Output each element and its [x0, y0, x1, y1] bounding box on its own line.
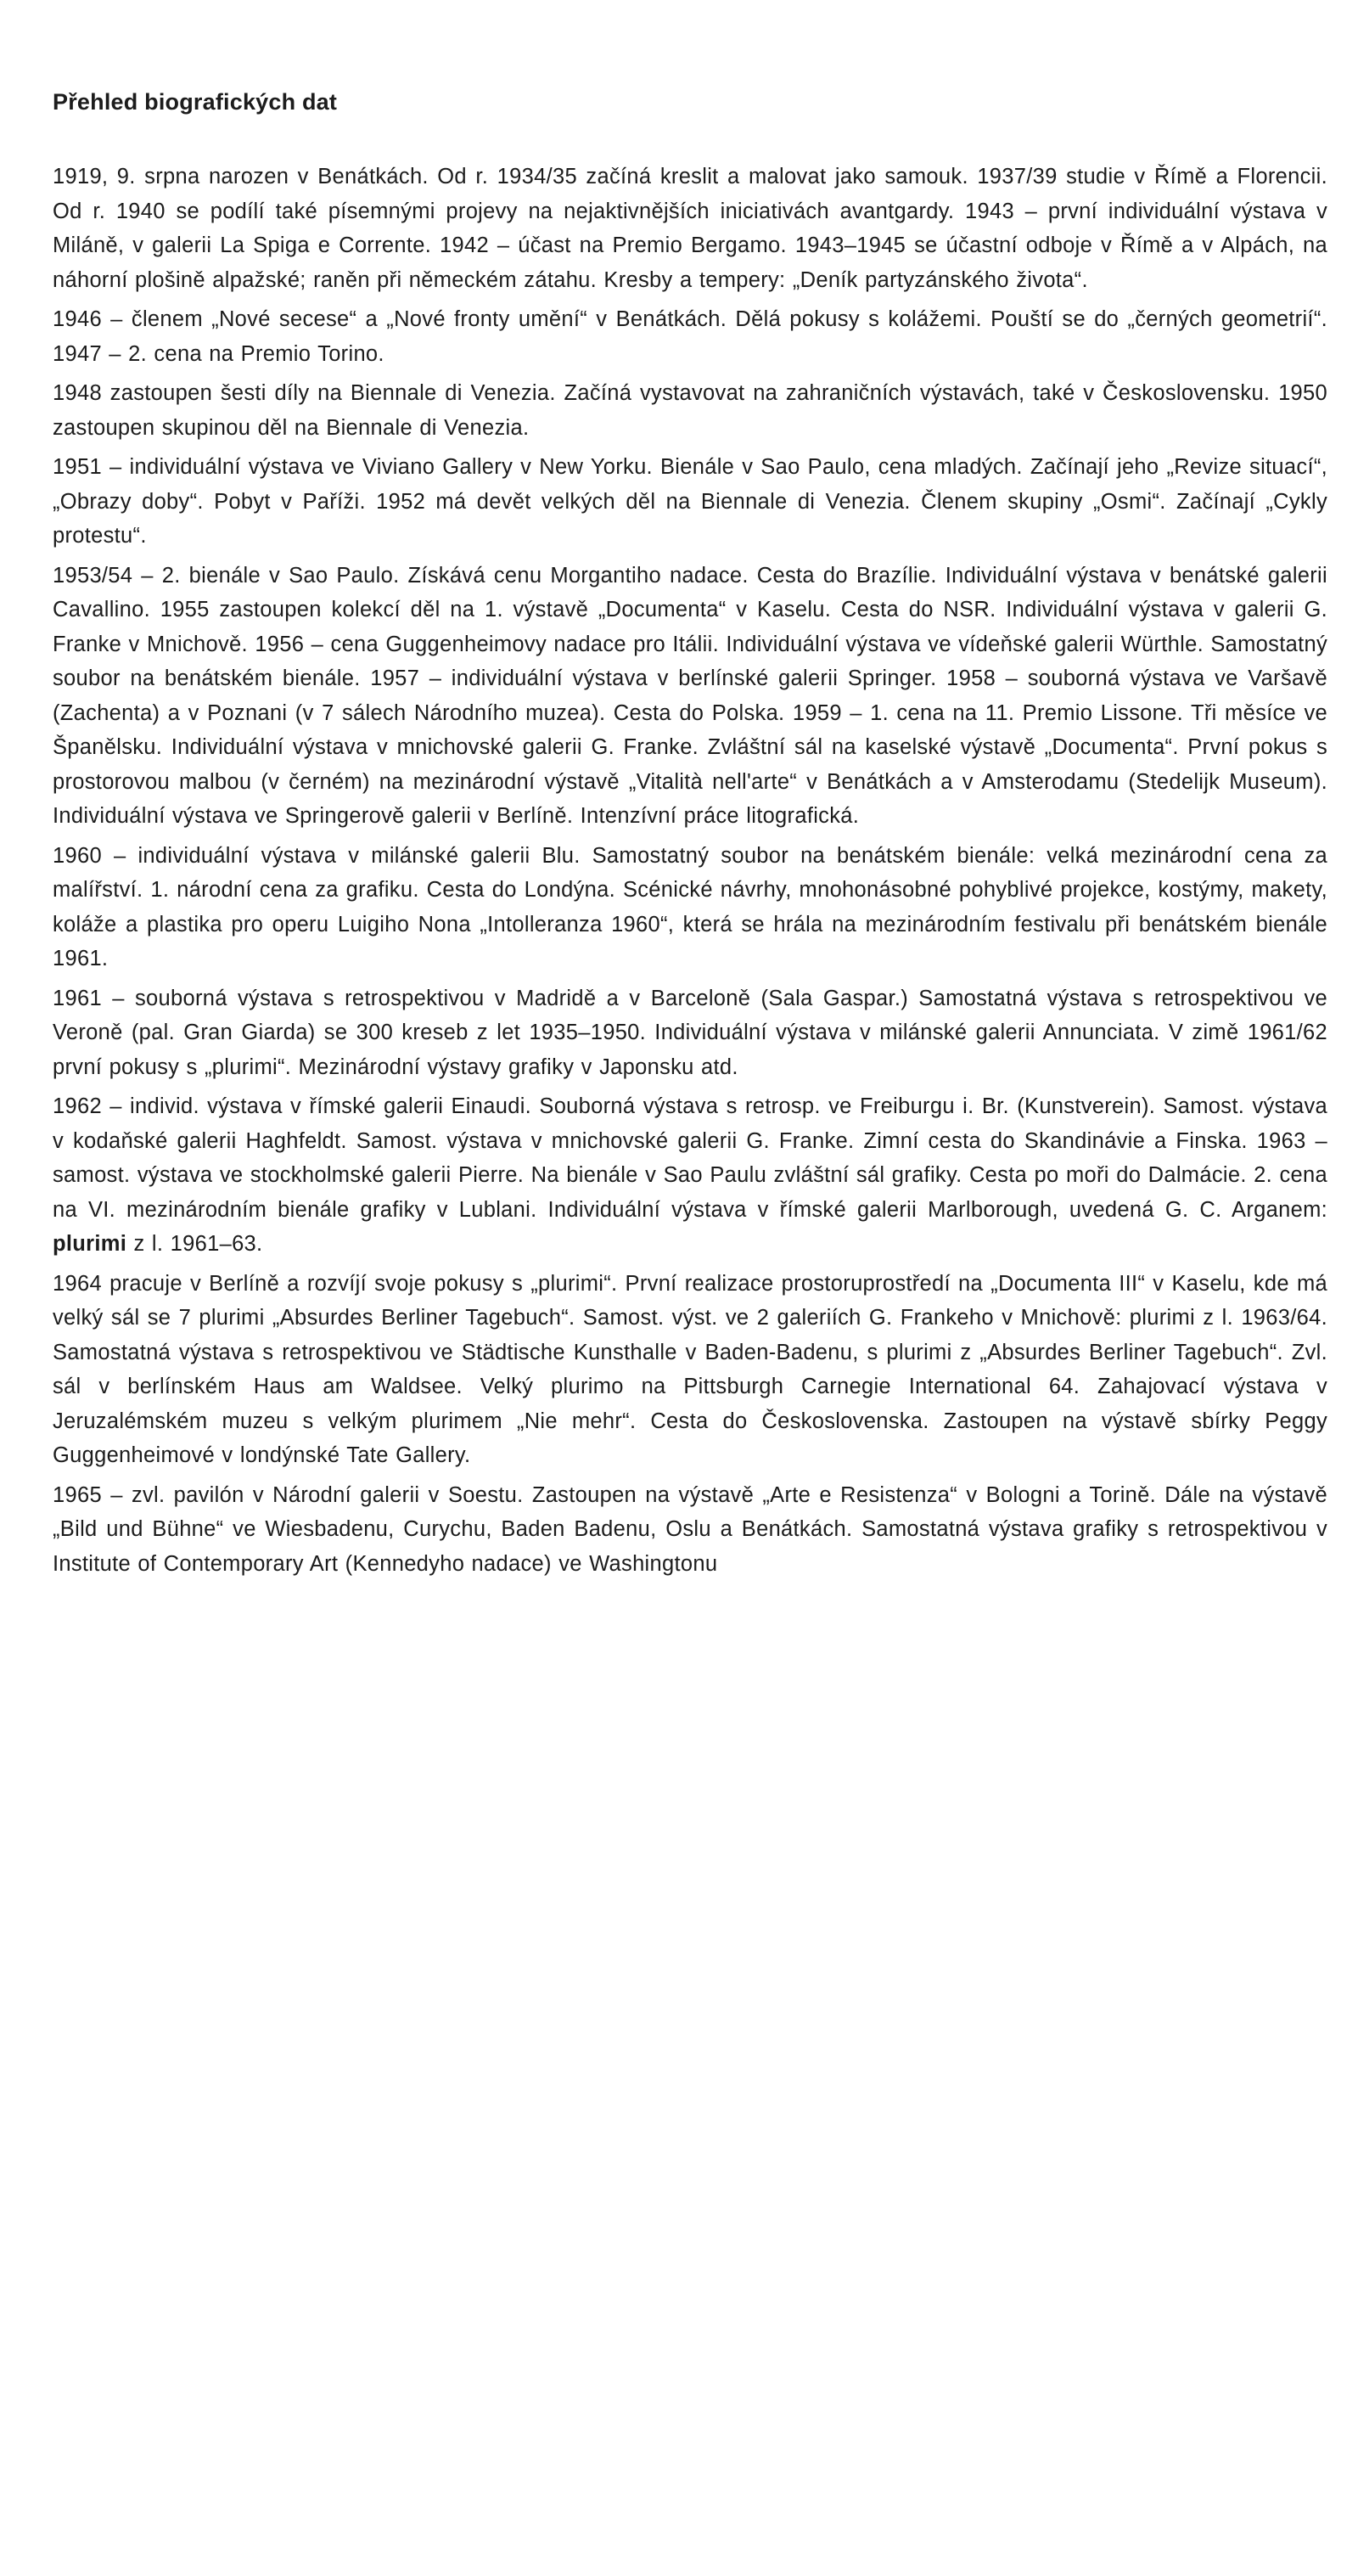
entry-1962 — [53, 1089, 1327, 1262]
entry-1948: 1948 zastoupen šesti díly na Biennale di Venezia. Začíná vystavovat na zahraničních výstavách, také v Československu. 1950 zastoupen skupinou děl na Biennale di Venezia. — [53, 381, 1327, 440]
entry-1953: 1953/54 – 2. bienále v Sao Paulo. Získává cenu Morgantiho nadace. Cesta do Brazílie. Individuální výstava v benátské galerii Cavallino. 1955 zastoupen kolekcí děl na 1. výstavě „Documenta“ v Kaselu. Cesta do NSR. Individuální výstava v galerii G. Franke v Mnichově. 1956 – cena Guggenheimovy nadace pro Itálii. Individuální výstava ve vídeňské galerii Würthle. Samostatný soubor na benátském bienále. 1957 – individuální výstava v berlínské galerii Springer. 1958 – souborná výstava ve Varšavě (Zachenta) a v Poznani (v 7 sálech Národního muzea). Cesta do Polska. 1959 – 1. cena na 11. Premio Lissone. Tři měsíce ve Španělsku. Individuální výstava v mnichovské galerii G. Franke. Zvláštní sál na kaselské výstavě „Documenta“. První pokus s prostorovou malbou (v černém) na mezinárodní výstavě „Vitalità nell'arte“ v Benátkách a v Amsterodamu (Stedelijk Museum). Individuální výstava ve Springerově galerii v Berlíně. Intenzívní práce litografická. — [53, 563, 1327, 828]
entry-1962-tail: z l. 1961–63. — [126, 1232, 263, 1256]
entry-1962-text: 1962 – individ. výstava v římské galerii Einaudi. Souborná výstava s retrosp. ve Freiburgu i. Br. (Kunstverein). Samost. výstava v kodaňské galerii Haghfeldt. Samost. výstava v mnichovské galerii G. Franke. Zimní cesta do Skandinávie a Finska. 1963 – samost. výstava ve stockholmské galerii Pierre. Na bienále v Sao Paulu zvláštní sál grafiky. Cesta po moři do Dalmácie. 2. cena na VI. mezinárodním bienále grafiky v Lublani. Individuální výstava v římské galerii Marlborough, uvedená G. C. Arganem: — [53, 1094, 1327, 1222]
entry-1946: 1946 – členem „Nové secese“ a „Nové fronty umění“ v Benátkách. Dělá pokusy s kolážemi. Pouští se do „černých geometrií“. 1947 – 2. cena na Premio Torino. — [53, 307, 1327, 366]
entry-1960: 1960 – individuální výstava v milánské galerii Blu. Samostatný soubor na benátském bienále: velká mezinárodní cena za malířství. 1. národní cena za grafiku. Cesta do Londýna. Scénické návrhy, mnohonásobné pohyblivé projekce, kostýmy, makety, koláže a plastika pro operu Luigiho Nona „Intolleranza 1960“, která se hrála na mezinárodním festivalu při benátském bienále 1961. — [53, 843, 1327, 970]
bold-term: plurimi — [53, 1232, 127, 1256]
entry-1965: 1965 – zvl. pavilón v Národní galerii v Soestu. Zastoupen na výstavě „Arte e Resistenza“ v Bologni a Torině. Dále na výstavě „Bild und Bühne“ ve Wiesbadenu, Curychu, Baden Badenu, Oslu a Benátkách. Samostatná výstava grafiky s retrospektivou v Institute of Contemporary Art (Kennedyho nadace) ve Washingtonu — [53, 1482, 1327, 1576]
entry-1919: 1919, 9. srpna narozen v Benátkách. Od r. 1934/35 začíná kreslit a malovat jako samouk. 1937/39 studie v Římě a Florencii. Od r. 1940 se podílí také písemnými projevy na nejaktivnějších iniciativách avantgardy. 1943 – první individuální výstava v Miláně, v galerii La Spiga e Corrente. 1942 – účast na Premio Bergamo. 1943–1945 se účastní odboje v Římě a v Alpách, na náhorní plošině alpažské; raněn při německém zátahu. Kresby a tempery: „Deník partyzánského života“. — [53, 165, 1327, 292]
entry-1964: 1964 pracuje v Berlíně a rozvíjí svoje pokusy s „plurimi“. První realizace prostoruprostředí na „Documenta III“ v Kaselu, kde má velký sál se 7 plurimi „Absurdes Berliner Tagebuch“. Samost. výst. ve 2 galeriích G. Frankeho v Mnichově: plurimi z l. 1963/64. Samostatná výstava s retrospektivou ve Städtische Kunsthalle v Baden-Badenu, s plurimi z „Absurdes Berliner Tagebuch“. Zvl. sál v berlínském Haus am Waldsee. Velký plurimo na Pittsburgh Carnegie International 64. Zahajovací výstava v Jeruzalémském muzeu s velkým plurimem „Nie mehr“. Cesta do Československa. Zastoupen na výstavě sbírky Peggy Guggenheimové v londýnské Tate Gallery. — [53, 1271, 1327, 1467]
document-page — [53, 85, 1327, 1586]
entry-1951: 1951 – individuální výstava ve Viviano Gallery v New Yorku. Bienále v Sao Paulo, cena mladých. Začínají jeho „Revize situací“, „Obrazy doby“. Pobyt v Paříži. 1952 má devět velkých děl na Biennale di Venezia. Členem skupiny „Osmi“. Začínají „Cykly protestu“. — [53, 455, 1327, 548]
entry-1961: 1961 – souborná výstava s retrospektivou v Madridě a v Barceloně (Sala Gaspar.) Samostatná výstava s retrospektivou ve Veroně (pal. Gran Giarda) se 300 kreseb z let 1935–1950. Individuální výstava v milánské galerii Annunciata. V zimě 1961/62 první pokusy s „plurimi“. Mezinárodní výstavy grafiky v Japonsku atd. — [53, 986, 1327, 1079]
page-title: Přehled biografických dat — [53, 89, 338, 115]
